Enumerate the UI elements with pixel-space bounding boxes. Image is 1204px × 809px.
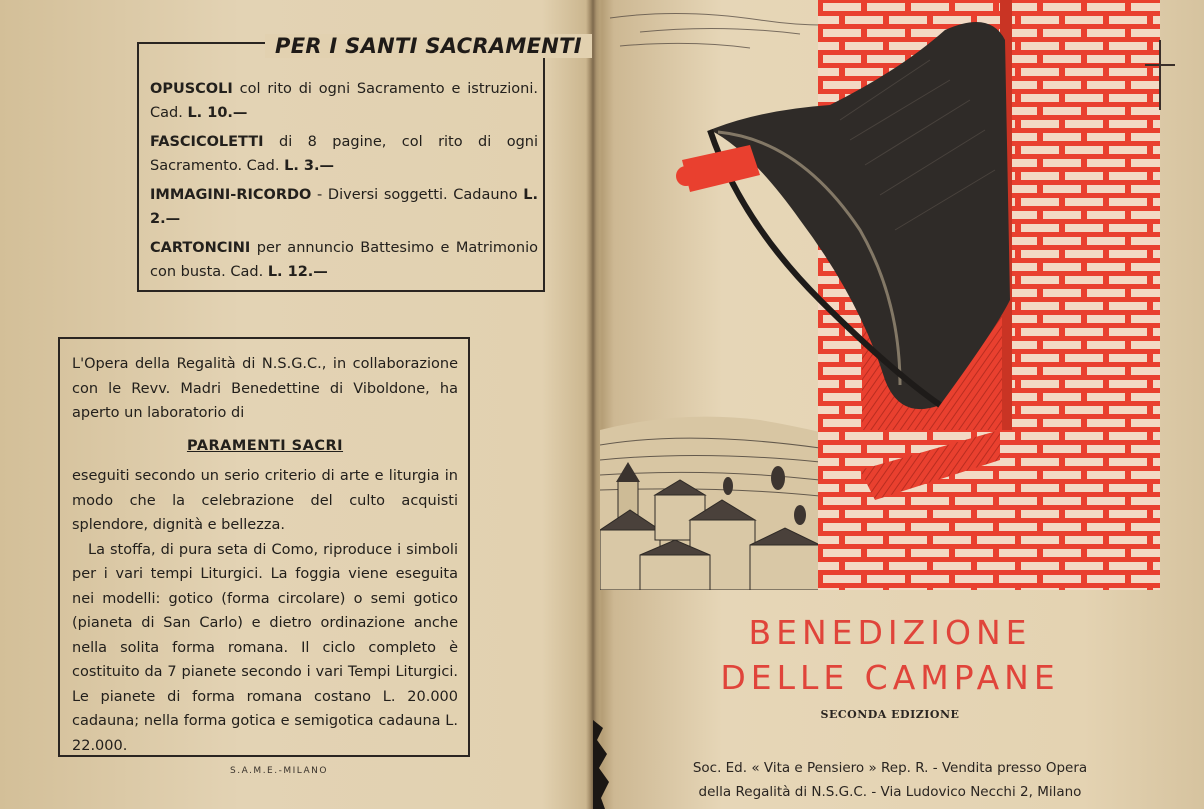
item-text: per annuncio Battesimo e Matrimonio con busta. Cad. bbox=[150, 240, 538, 280]
item-text: col rito di ogni Sacramento e istruzioni. Cad. bbox=[150, 81, 538, 121]
list-item bbox=[150, 78, 538, 125]
edition-label: SECONDA EDIZIONE bbox=[820, 708, 960, 721]
bell-tower-illustration bbox=[600, 0, 1204, 590]
vestments-paragraph-2: La stoffa, di pura seta di Como, riproduce i simboli per i vari tempi Liturgici. La foggia viene eseguita nei modelli: gotico (forma circolare) o semi gotico (pianeta di San Carlo) e dietro ordinazione anche nella solita forma romana. Il ciclo completo è costituito da 7 pianete secondo i vari Tempi Liturgici. Le pianete di forma romana costano L. 20.000 cadauna; nella forma gotica e semigotica cadauna L. 22.000. bbox=[72, 541, 458, 754]
cover-title bbox=[640, 610, 1140, 700]
item-term: FASCICOLETTI bbox=[150, 134, 264, 150]
publisher-line-2: della Regalità di N.S.G.C. - Via Ludovico Necchi 2, Milano bbox=[698, 784, 1082, 800]
item-price: L. 2.— bbox=[150, 187, 538, 227]
cover-title-line-1: BENEDIZIONE bbox=[748, 613, 1032, 652]
vestments-paragraph-1: eseguiti secondo un serio criterio di arte e liturgia in modo che la celebrazione del culto acquisti splendore, dignità e bellezza. bbox=[72, 468, 458, 533]
item-text: di 8 pagine, col rito di ogni Sacramento. Cad. bbox=[150, 134, 538, 174]
torn-edge bbox=[593, 720, 615, 809]
item-text: - Diversi soggetti. Cadauno bbox=[311, 187, 524, 203]
sacraments-list bbox=[150, 78, 538, 290]
cover-title-line-2: DELLE CAMPANE bbox=[720, 658, 1060, 697]
vestments-intro: L'Opera della Regalità di N.S.G.C., in collaborazione con le Revv. Madri Benedettine di Viboldone, ha aperto un laboratorio di bbox=[72, 356, 458, 421]
item-term: OPUSCOLI bbox=[150, 81, 233, 97]
vestments-text bbox=[72, 352, 458, 758]
item-price: L. 3.— bbox=[284, 157, 335, 174]
list-item bbox=[150, 131, 538, 178]
item-term: CARTONCINI bbox=[150, 240, 251, 256]
list-item bbox=[150, 184, 538, 231]
booklet-spine bbox=[586, 0, 600, 809]
list-item bbox=[150, 237, 538, 284]
item-price: L. 10.— bbox=[187, 104, 248, 121]
vestments-heading bbox=[72, 434, 458, 459]
publisher-info bbox=[620, 756, 1160, 804]
vestments-heading-text: PARAMENTI SACRI bbox=[186, 437, 344, 454]
landscape-drawing bbox=[600, 417, 820, 590]
publisher-line-1: Soc. Ed. « Vita e Pensiero » Rep. R. - Vendita presso Opera bbox=[692, 760, 1088, 776]
printer-imprint: S.A.M.E.-MILANO bbox=[230, 766, 328, 776]
item-term: IMMAGINI-RICORDO bbox=[150, 187, 312, 203]
sacraments-title: PER I SANTI SACRAMENTI bbox=[265, 34, 592, 58]
item-price: L. 12.— bbox=[267, 263, 328, 280]
